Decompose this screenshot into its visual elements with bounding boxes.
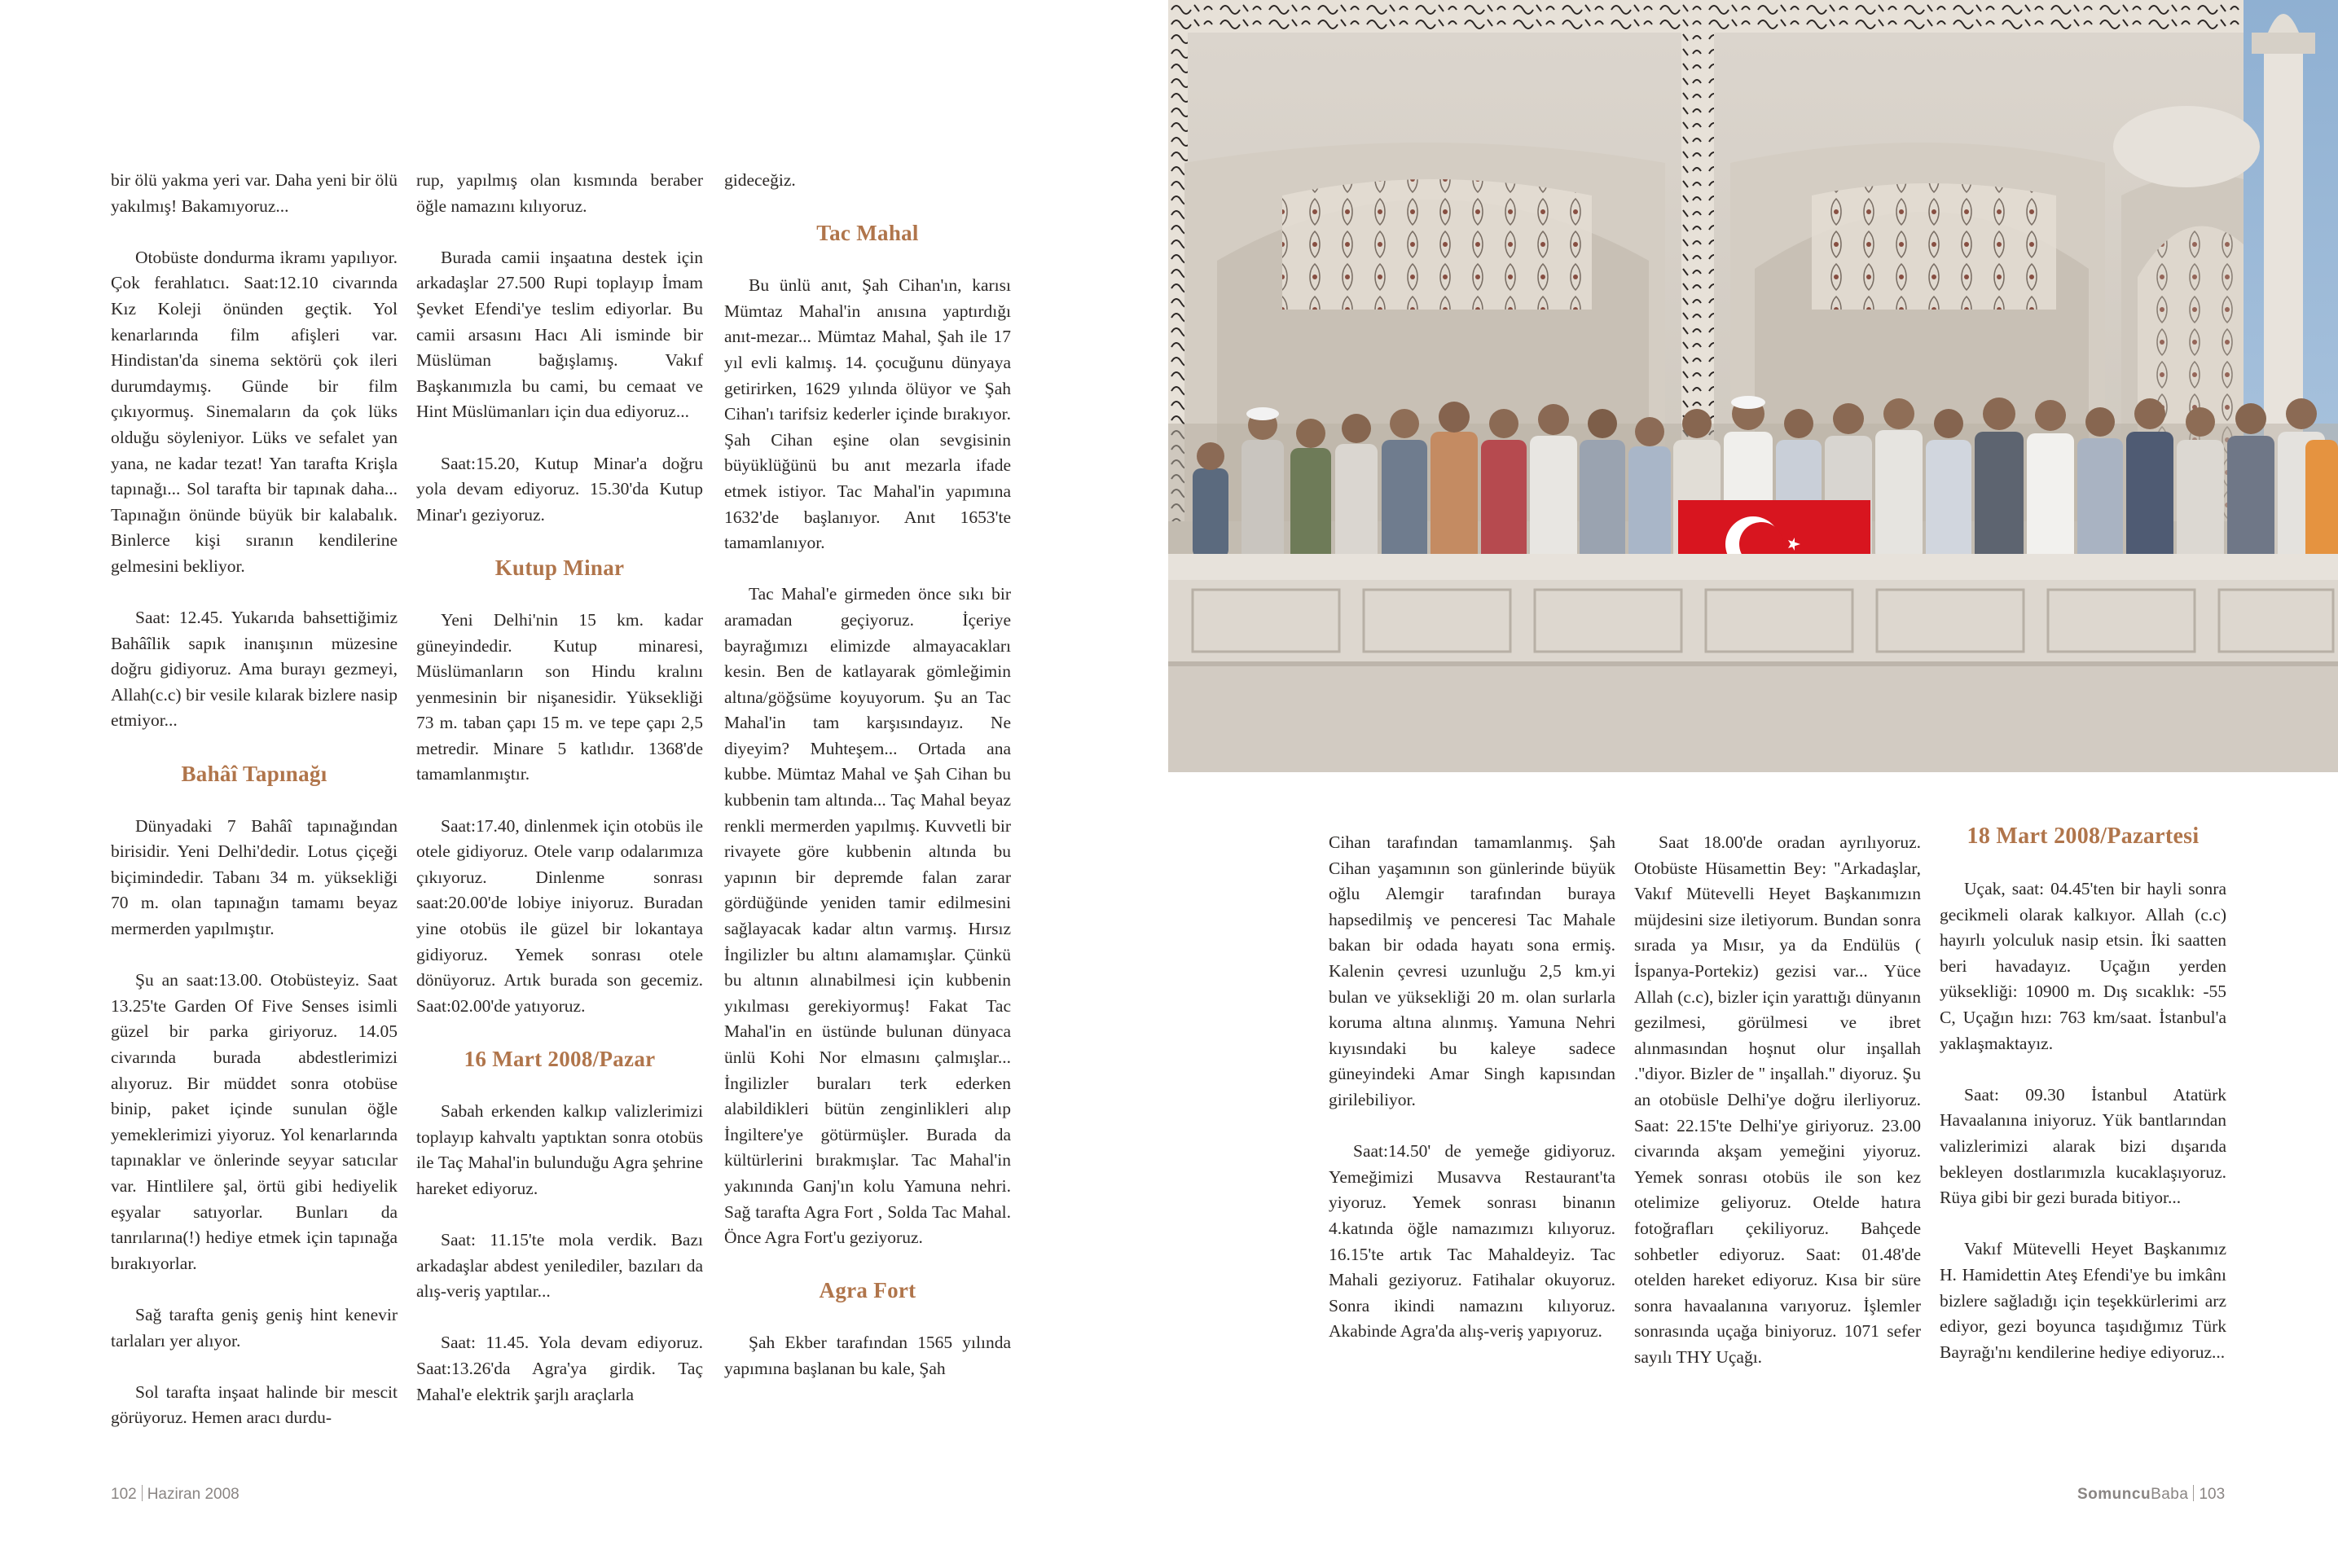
paragraph: Saat:14.50' de yemeğe gidiyoruz. Yemeğimizi Musavva Restaurant'ta yiyoruz. Yemek sonrası binanın 4.katında öğle namazımızı kılıyoruz. 16.15'te artık Tac Mahaldeyiz. Tac Mahali geziyoruz. Fatihalar okuyoruz. Sonra ikindi namazını kılıyoruz. Akabinde Agra'da alış-veriş yapıyoruz. [1329,1141,1615,1342]
folio-divider [2193,1485,2194,1501]
paragraph: Saat:17.40, dinlenmek için otobüs ile otele gidiyoruz. Otele varıp odalarımıza çıkıyoruz. Dinlenme sonrası saat:20.00'de lobiye iniyoruz. Buradan yine otobüs ile güzel bir lokantaya gidiyoruz. Yemek sonrası otele dönüyoruz. Artık burada son gecemiz. Saat:02.00'de yatıyoruz. [416,815,703,1016]
group-photo [1168,0,2338,772]
page-number: 103 [2199,1486,2226,1503]
paragraph: Şu an saat:13.00. Otobüsteyiz. Saat 13.25'te Garden Of Five Senses isimli güzel bir parka giriyoruz. 14.05 civarında burada abdestlerimizi alıyoruz. Bir müddet sonra otobüse binip, paket içinde sunulan öğle yemeklerimizi yiyoruz. Yol kenarlarında tapınaklar ve önlerinde seyyar satıcılar var. Hintlilere şal, örtü gibi hediyelik eşyalar satıyorlar. Bunları da tanrılarına(!) hediye etmek için tapınağa bırakıyorlar. [111,970,398,1273]
paragraph: Tac Mahal'e girmeden önce sıkı bir aramadan geçiyoruz. İçeriye bayrağımızı elimizde almayacakları kesin. Ben de katlayarak gömleğimin altına/göğsüme koyuyorum. Şu an Tac Mahal'in tam karşısındayız. Ne diyeyim? Muhteşem... Ortada ana kubbe. Mümtaz Mahal ve Şah Cihan bu kubbenin tam altında... Taç Mahal beyaz renkli mermerden yapılmış. Kuvvetli bir rivayete göre kubbenin altında bu yapının bir depremde falan zarar gördüğünde yeniden tamir edilmesini sağlayacak kadar altın varmış. Hırsız İngilizler bu altını alamamışlar. Çünkü bu altının alınabilmesi için kubbenin yıkılması gerekiyormuş! Fakat Tac Mahal'in en üstünde bulunan dünyaca ünlü Kohi Nor elmasını çalmışlar... İngilizler buraları terk ederken alabildikleri bütün zenginlikleri alıp İngiltere'ye götürmüşler. Burada da kültürlerini bırakmışlar. Tac Mahal'in yakınında Ganj'ın kolu Yamuna nehri. Sağ tarafta Agra Fort , Solda Tac Mahal. Önce Agra Fort'u geziyoruz. [724,584,1011,1248]
paragraph: Saat: 11.15'te mola verdik. Bazı arkadaşlar abdest yenilediler, bazıları da alış-veriş yaptılar... [416,1229,703,1302]
paragraph: Sağ tarafta geniş geniş hint kenevir tarlaları yer alıyor. [111,1304,398,1351]
date-heading: 18 Mart 2008/Pazartesi [1967,824,2200,849]
section-heading: Kutup Minar [494,555,625,580]
paragraph: Uçak, saat: 04.45'ten bir hayli sonra gecikmeli olarak kalkıyor. Allah (c.c) hayırlı yolculuk nasip etsin. İki saatten beri havadayız. Uçağın yerden yüksekliği: 10900 m. Dış sıcaklık: -55 C, Uçağın hızı: 763 km/saat. İstanbul'a yaklaşmaktayız. [1940,879,2226,1053]
paragraph: Vakıf Mütevelli Heyet Başkanımız H. Hamidettin Ateş Efendi'ye bu imkânı bizlere sağladığı için teşekkürlerimi arz ediyor, gezi boyunca taşıdığımız Türk Bayrağı'nı kendilerine hediye ediyoruz... [1940,1239,2226,1362]
paragraph: Saat: 11.45. Yola devam ediyoruz. Saat:13.26'da Agra'ya girdik. Taç Mahal'e elektrik şarjlı araçlarla [416,1333,703,1404]
section-heading: Bahâî Tapınağı [181,761,327,786]
paragraph: Dünyadaki 7 Bahâî tapınağından birisidir. Yeni Delhi'dedir. Lotus çiçeği biçimindedir. Tabanı 34 m. yüksekliği 70 m. olan tapınağın tamamı beyaz mermerden yapılmıştır. [111,815,398,939]
paragraph: Sabah erkenden kalkıp valizlerimizi toplayıp kahvaltı yaptıktan sonra otobüs ile Taç Mahal'in bulunduğu Agra şehrine hareket ediyoruz. [416,1101,703,1198]
paragraph: Saat:15.20, Kutup Minar'a doğru yola devam ediyoruz. 15.30'da Kutup Minar'ı geziyoruz. [416,453,703,525]
left-column-2 [416,168,703,1434]
section-heading: Tac Mahal [816,221,919,246]
date-heading: 16 Mart 2008/Pazar [464,1047,656,1071]
issue-date: Haziran 2008 [147,1486,240,1503]
paragraph: rup, yapılmış olan kısmında beraber öğle namazını kılıyoruz. [416,170,703,216]
left-column-1 [111,168,398,1457]
brand-part1: Somuncu [2077,1486,2151,1503]
right-column-2 [1634,830,1921,1396]
paragraph: Bu ünlü anıt, Şah Cihan'ın, karısı Mümtaz Mahal'in anısına yaptırdığı anıt-mezar... Mümtaz Mahal, Şah ile 17 yıl evli kalmış. 14. çocuğunu dünyaya getirirken, 1629 yılında ölüyor ve Şah Cihan'ı tarifsiz kederler içinde bırakıyor. Şah Cihan eşine olan sevgisinin büyüklüğünü bu anıt mezarla ifade etmek istiyor. Tac Mahal'in yapımına 1632'de başlanıyor. Anıt 1653'te tamamlanıyor. [724,275,1011,553]
paragraph: gideceğiz. [724,170,796,190]
taj-mahal-group-photo [1168,0,2338,772]
paragraph: Şah Ekber tarafından 1565 yılında yapımına başlanan bu kale, Şah [724,1333,1011,1378]
page-number: 102 [111,1486,137,1503]
folio-divider [142,1485,143,1501]
paragraph: Burada camii inşaatına destek için arkadaşlar 27.500 Rupi toplayıp İmam Şevket Efendi'ye teslim ediyorlar. Bu camii arsasını Hacı Ali isminde bir Müslüman bağışlamış. Vakıf Başkanımızla bu cami, bu cemaat ve Hint Müslümanları için dua ediyoruz... [416,247,703,422]
paragraph: bir ölü yakma yeri var. Daha yeni bir ölü yakılmış! Bakamıyoruz... [111,170,398,216]
left-column-3 [724,168,1011,1408]
brand-part2: Baba [2151,1486,2189,1503]
right-column-1 [1329,830,1615,1370]
magazine-brand [2077,1486,2188,1503]
paragraph: Saat: 12.45. Yukarıda bahsettiğimiz Bahâîlik sapık inanışının müzesine doğru gidiyoruz. Ama burayı gezmeyi, Allah(c.c) bir vesile kılarak bizlere nasip etmiyor... [111,608,398,731]
right-folio [2077,1485,2225,1504]
right-column-3 [1940,823,2226,1391]
section-heading: Agra Fort [819,1278,916,1303]
paragraph: Yeni Delhi'nin 15 km. kadar güneyindedir. Kutup minaresi, Müslümanların son Hindu kralını yenmesinin bir nişanesidir. Yüksekliği 73 m. taban çapı 15 m. ve tepe çapı 2,5 metredir. Minare 5 katlıdır. 1368'de tamamlanmıştır. [416,609,703,784]
paragraph: Sol tarafta inşaat halinde bir mescit görüyoruz. Hemen aracı durdu- [111,1381,398,1428]
paragraph: Otobüste dondurma ikramı yapılıyor. Çok ferahlatıcı. Saat:12.10 civarında Kız Koleji önünden geçtik. Yol kenarlarında film afişleri var. Hindistan'da sinema sektörü çok ileri durumdaymış. Günde bir film çıkıyormuş. Sinemaların da çok lüks olduğu söyleniyor. Lüks ve sefalet yan yana, ne kadar tezat! Yan tarafta Krişla tapınağı... Sol tarafta bir tapınak daha... Tapınağın önünde büyük bir kalabalık. Binlerce kişi sıranın kendilerine gelmesini bekliyor. [111,247,398,576]
paragraph: Saat 18.00'de oradan ayrılıyoruz. Otobüste Hüsamettin Bey: ''Arkadaşlar, Vakıf Mütevelli Heyet Başkanımızın müjdesini size iletiyorum. Bundan sonra sırada ya Mısır, ya da Endülüs ( İspanya-Portekiz) gezisi var... Yüce Allah (c.c), bizler için yarattığı dünyanın gezilmesi, görülmesi ve ibret alınmasından hoşnut olur inşallah .''diyor. Bizler de '' inşallah.'' diyoruz. Şu an otobüsle Delhi'ye doğru ilerliyoruz. Saat: 22.15'te Delhi'ye giriyoruz. 23.00 civarında akşam yemeğini yiyoruz. Yemek sonrası otobüs ile son kez otelimize geliyoruz. Otelde hatıra fotoğrafları çekiliyoruz. Bahçede sohbetler ediyoruz. Saat: 01.48'de otelden hareket ediyoruz. Kısa bir süre sonra havaalanına varıyoruz. İşlemler sonrasında uçağa biniyoruz. 1071 sefer sayılı THY Uçağı. [1634,832,1921,1367]
paragraph: Saat: 09.30 İstanbul Atatürk Havaalanına iniyoruz. Yük bantlarından valizlerimizi alarak bizi dışarıda bekleyen dostlarımızla kucaklaşıyoruz. Rüya gibi bir gezi burada bitiyor... [1940,1084,2226,1208]
paragraph: Cihan tarafından tamamlanmış. Şah Cihan yaşamının son günlerinde büyük oğlu Alemgir tarafından buraya hapsedilmiş ve penceresi Tac Mahale bakan bir odada hayatı sona ermiş. Kalenin çevresi uzunluğu 2,5 km.yi bulan ve yüksekliği 20 m. olan surlarla koruma altına alınmış. Yamuna Nehri kıyısındaki bu kaleye sadece güneyindeki Amar Singh kapısından girilebiliyor. [1329,832,1615,1109]
left-folio [111,1485,240,1504]
